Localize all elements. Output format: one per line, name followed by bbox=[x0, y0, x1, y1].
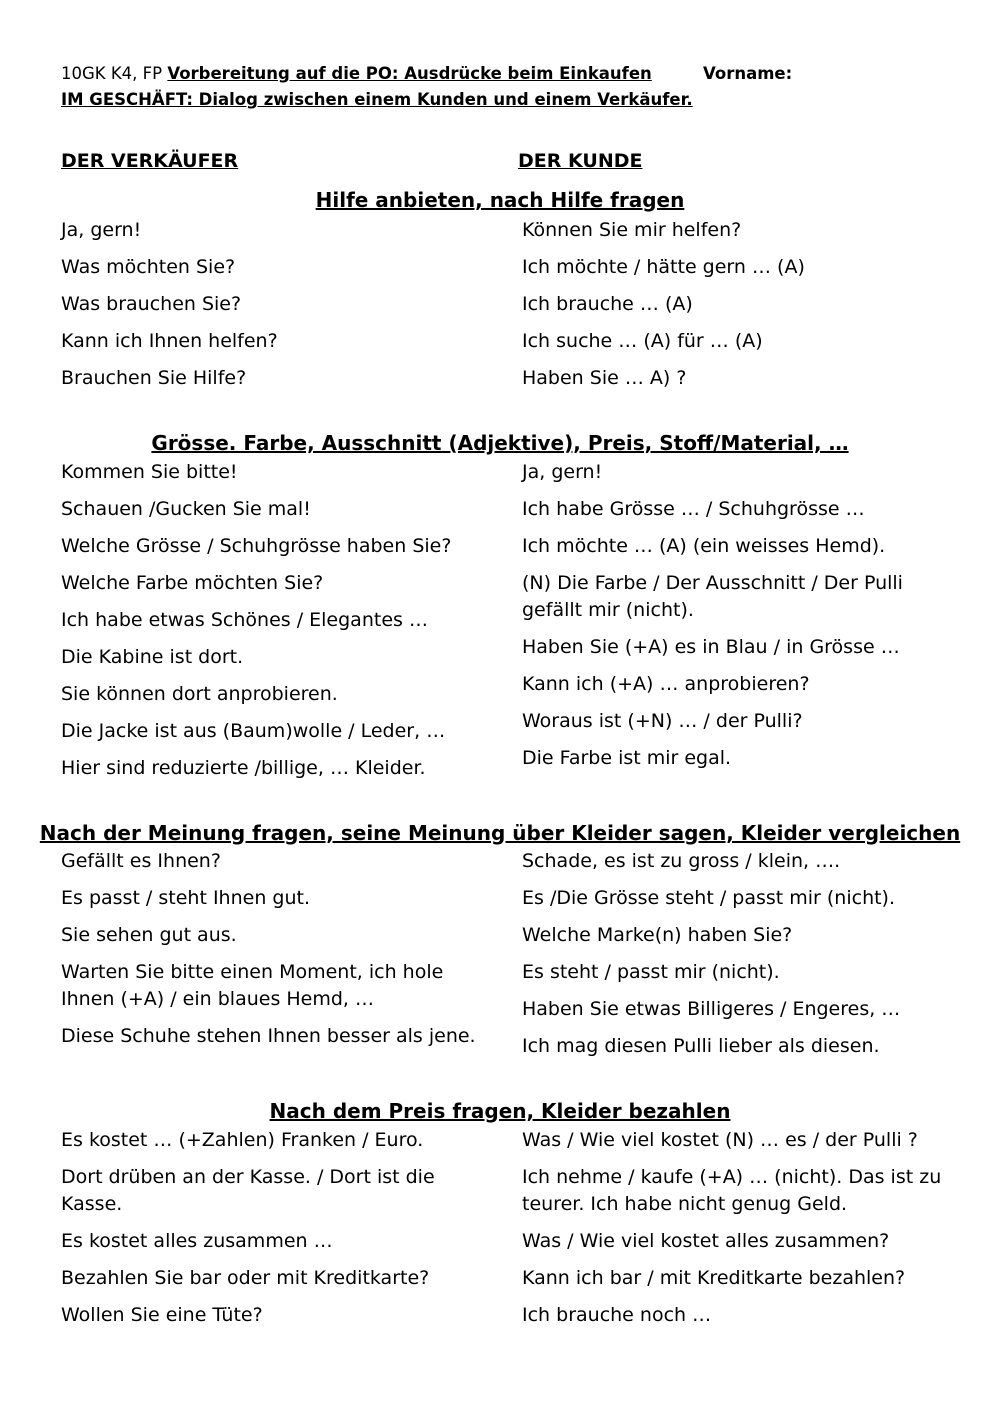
phrase: Ich brauche noch … bbox=[522, 1304, 712, 1326]
phrase: Kann ich bar / mit Kreditkarte bezahlen? bbox=[522, 1267, 906, 1289]
phrase: Was / Wie viel kostet (N) … es / der Pulli ? bbox=[522, 1129, 918, 1151]
phrase: (N) Die Farbe / Der Ausschnitt / Der Pulli gefällt mir (nicht). bbox=[522, 572, 903, 621]
phrase: Schauen /Gucken Sie mal! bbox=[61, 498, 311, 520]
section-price-seller bbox=[61, 1127, 501, 1339]
phrase: Haben Sie etwas Billigeres / Engeres, … bbox=[522, 998, 901, 1020]
column-head-seller: DER VERKÄUFER bbox=[61, 150, 239, 172]
phrase: Die Farbe ist mir egal. bbox=[522, 747, 732, 769]
vorname-label: Vorname: bbox=[703, 64, 793, 83]
phrase: Es kostet … (+Zahlen) Franken / Euro. bbox=[61, 1129, 424, 1151]
phrase: Hier sind reduzierte /billige, … Kleider. bbox=[61, 757, 426, 779]
phrase: Welche Marke(n) haben Sie? bbox=[522, 924, 793, 946]
phrase: Kommen Sie bitte! bbox=[61, 461, 238, 483]
phrase: Ich möchte / hätte gern … (A) bbox=[522, 256, 805, 278]
section-title-size-color: Grösse. Farbe, Ausschnitt (Adjektive), Preis, Stoff/Material, … bbox=[151, 431, 849, 455]
section-title-price: Nach dem Preis fragen, Kleider bezahlen bbox=[269, 1099, 731, 1123]
phrase: Ich habe Grösse … / Schuhgrösse … bbox=[522, 498, 865, 520]
phrase: Bezahlen Sie bar oder mit Kreditkarte? bbox=[61, 1267, 430, 1289]
section-opinion-customer bbox=[522, 848, 947, 1070]
section-price-customer bbox=[522, 1127, 947, 1339]
phrase: Ich mag diesen Pulli lieber als diesen. bbox=[522, 1035, 880, 1057]
phrase: Ich brauche … (A) bbox=[522, 293, 693, 315]
phrase: Sie können dort anprobieren. bbox=[61, 683, 338, 705]
phrase: Kann ich (+A) … anprobieren? bbox=[522, 673, 810, 695]
phrase: Dort drüben an der Kasse. / Dort ist die Kasse. bbox=[61, 1166, 435, 1215]
phrase: Ja, gern! bbox=[522, 461, 603, 483]
phrase: Gefällt es Ihnen? bbox=[61, 850, 221, 872]
section-title-help: Hilfe anbieten, nach Hilfe fragen bbox=[315, 188, 685, 212]
phrase: Es steht / passt mir (nicht). bbox=[522, 961, 780, 983]
phrase: Warten Sie bitte einen Moment, ich hole Ihnen (+A) / ein blaues Hemd, … bbox=[61, 961, 444, 1010]
phrase: Es /Die Grösse steht / passt mir (nicht). bbox=[522, 887, 896, 909]
section-help-customer bbox=[522, 217, 947, 402]
section-title-opinion: Nach der Meinung fragen, seine Meinung über Kleider sagen, Kleider vergleichen bbox=[39, 821, 961, 845]
phrase: Ich habe etwas Schönes / Elegantes … bbox=[61, 609, 428, 631]
section-opinion-seller bbox=[61, 848, 501, 1060]
phrase: Diese Schuhe stehen Ihnen besser als jene. bbox=[61, 1025, 476, 1047]
phrase: Es passt / steht Ihnen gut. bbox=[61, 887, 310, 909]
phrase: Die Jacke ist aus (Baum)wolle / Leder, … bbox=[61, 720, 446, 742]
phrase: Welche Grösse / Schuhgrösse haben Sie? bbox=[61, 535, 452, 557]
phrase: Woraus ist (+N) … / der Pulli? bbox=[522, 710, 803, 732]
phrase: Sie sehen gut aus. bbox=[61, 924, 237, 946]
section-help-seller bbox=[61, 217, 501, 402]
course-code: 10GK K4, FP bbox=[61, 64, 168, 83]
phrase: Die Kabine ist dort. bbox=[61, 646, 244, 668]
section-size-customer bbox=[522, 459, 947, 782]
phrase: Welche Farbe möchten Sie? bbox=[61, 572, 324, 594]
phrase: Schade, es ist zu gross / klein, …. bbox=[522, 850, 841, 872]
phrase: Was / Wie viel kostet alles zusammen? bbox=[522, 1230, 890, 1252]
phrase: Brauchen Sie Hilfe? bbox=[61, 367, 247, 389]
section-size-seller bbox=[61, 459, 501, 792]
phrase: Wollen Sie eine Tüte? bbox=[61, 1304, 263, 1326]
worksheet-subtitle: IM GESCHÄFT: Dialog zwischen einem Kunden und einem Verkäufer. bbox=[61, 90, 693, 109]
phrase: Ich suche … (A) für … (A) bbox=[522, 330, 763, 352]
phrase: Kann ich Ihnen helfen? bbox=[61, 330, 278, 352]
phrase: Ich nehme / kaufe (+A) … (nicht). Das ist zu teurer. Ich habe nicht genug Geld. bbox=[522, 1166, 942, 1215]
header-line bbox=[61, 64, 652, 83]
phrase: Was möchten Sie? bbox=[61, 256, 236, 278]
phrase: Ja, gern! bbox=[61, 219, 142, 241]
worksheet-title: Vorbereitung auf die PO: Ausdrücke beim Einkaufen bbox=[167, 64, 652, 83]
phrase: Ich möchte … (A) (ein weisses Hemd). bbox=[522, 535, 886, 557]
column-head-customer: DER KUNDE bbox=[518, 150, 643, 172]
phrase: Haben Sie … A) ? bbox=[522, 367, 687, 389]
phrase: Es kostet alles zusammen … bbox=[61, 1230, 333, 1252]
phrase: Haben Sie (+A) es in Blau / in Grösse … bbox=[522, 636, 900, 658]
phrase: Können Sie mir helfen? bbox=[522, 219, 742, 241]
phrase: Was brauchen Sie? bbox=[61, 293, 242, 315]
